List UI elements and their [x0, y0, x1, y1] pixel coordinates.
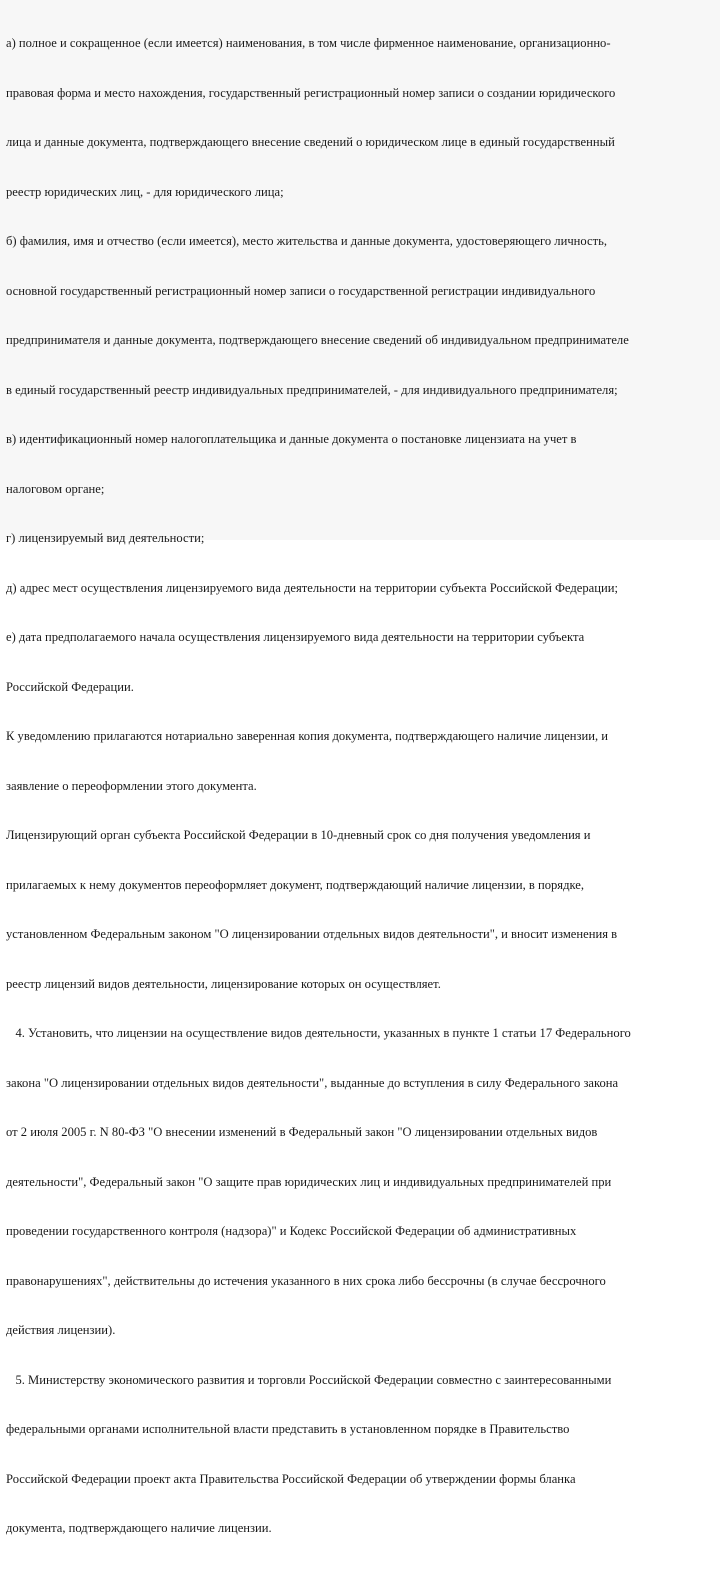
- text-line: заявление о переоформлении этого документа.: [6, 778, 257, 793]
- text-line: основной государственный регистрационный номер записи о государственной регистрации индивидуального: [6, 283, 596, 298]
- text-line: установленном Федеральным законом "О лицензировании отдельных видов деятельности", и вносит изменения в: [6, 927, 618, 941]
- text-line: Лицензирующий орган субъекта Российской Федерации в 10-дневный срок со дня получения уведомления и: [6, 828, 591, 842]
- text-line: реестр юридических лиц, - для юридического лица;: [6, 184, 284, 199]
- text-line: реестр лицензий видов деятельности, лицензирование которых он осуществляет.: [6, 976, 441, 991]
- text-line: е) дата предполагаемого начала осуществления лицензируемого вида деятельности на территории субъекта: [6, 630, 585, 644]
- text-line: а) полное и сокращенное (если имеется) наименования, в том числе фирменное наименование, организационно-: [6, 36, 611, 50]
- text-line: Российской Федерации проект акта Правительства Российской Федерации об утверждении формы бланка: [6, 1471, 576, 1486]
- text-line: закона "О лицензировании отдельных видов деятельности", выданные до вступления в силу Федерального закона: [6, 1075, 619, 1090]
- text-line: от 2 июля 2005 г. N 80-ФЗ "О внесении изменений в Федеральный закон "О лицензировании отдельных видов: [6, 1125, 598, 1139]
- text-line: лица и данные документа, подтверждающего внесение сведений о юридическом лице в единый государственный: [6, 135, 615, 149]
- text-line: правовая форма и место нахождения, государственный регистрационный номер записи о создании юридического: [6, 85, 616, 100]
- text-line: налоговом органе;: [6, 481, 105, 496]
- text-line: правонарушениях", действительны до истечения указанного в них срока либо бессрочны (в случае бессрочного: [6, 1273, 606, 1288]
- text-line: г) лицензируемый вид деятельности;: [6, 531, 205, 545]
- text-line: предпринимателя и данные документа, подтверждающего внесение сведений об индивидуальном предпринимателе: [6, 333, 629, 347]
- text-line: действия лицензии).: [6, 1323, 116, 1337]
- text-line: в единый государственный реестр индивидуальных предпринимателей, - для индивидуального предпринимателя;: [6, 382, 618, 397]
- text-line: К уведомлению прилагаются нотариально заверенная копия документа, подтверждающего наличие лицензии, и: [6, 729, 609, 743]
- text-line: б) фамилия, имя и отчество (если имеется), место жительства и данные документа, удостоверяющего личность,: [6, 234, 607, 248]
- text-line: Российской Федерации.: [6, 679, 134, 694]
- text-line: в) идентификационный номер налогоплательщика и данные документа о постановке лицензиата на учет в: [6, 432, 577, 446]
- text-line: документа, подтверждающего наличие лицензии.: [6, 1521, 272, 1535]
- text-line: деятельности", Федеральный закон "О защите прав юридических лиц и индивидуальных предпринимателей при: [6, 1174, 612, 1189]
- text-line: федеральными органами исполнительной власти представить в установленном порядке в Правительство: [6, 1422, 570, 1436]
- text-line: д) адрес мест осуществления лицензируемого вида деятельности на территории субъекта Российской Федерации;: [6, 580, 618, 595]
- text-line: прилагаемых к нему документов переоформляет документ, подтверждающий наличие лицензии, в порядке,: [6, 877, 585, 892]
- document-text: [6, 2, 714, 1570]
- text-line: 5. Министерству экономического развития и торговли Российской Федерации совместно с заинтересованными: [6, 1372, 612, 1387]
- text-line: 4. Установить, что лицензии на осуществление видов деятельности, указанных в пункте 1 статьи 17 Федерального: [6, 1026, 631, 1040]
- text-line: проведении государственного контроля (надзора)" и Кодекс Российской Федерации об административных: [6, 1224, 577, 1238]
